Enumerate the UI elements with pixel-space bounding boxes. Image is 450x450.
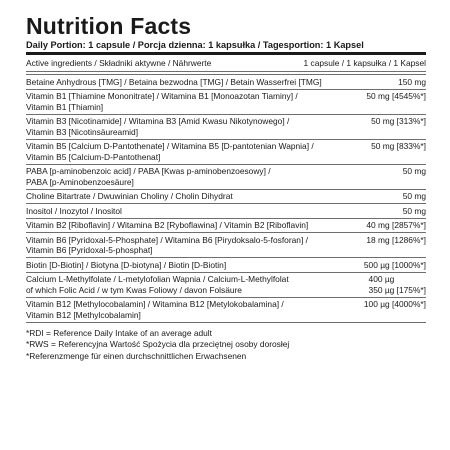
table-row xyxy=(26,233,426,258)
ingredient-amount: 50 mg [833%*] xyxy=(371,141,426,151)
ingredient-name: Vitamin B5 [Calcium D-Pantothenate] / Witamina B5 [D-pantotenian Wapnia] / Vitamin B5 [Calcium-D-Pantothenat] xyxy=(26,141,314,162)
ingredient-name: Vitamin B12 [Methylocobalamin] / Witamina B12 [Metylokobalamina] / Vitamin B12 [Methylcobalamin] xyxy=(26,299,284,320)
table-row xyxy=(26,74,426,90)
ingredient-name: Vitamin B1 [Thiamine Mononitrate] / Witamina B1 [Monoazotan Tiaminy] / Vitamin B1 [Thiamin] xyxy=(26,91,298,112)
ingredient-name: Calcium L-Methylfolate / L-metylofolian Wapnia / Calcium-L-Methylfolat of which Folic Acid / w tym Kwas Foliowy / davon Folsäure xyxy=(26,274,289,295)
table-row xyxy=(26,273,426,298)
table-row xyxy=(26,258,426,273)
nutrition-facts-label xyxy=(26,14,426,362)
ingredient-name: Inositol / Inozytol / Inositol xyxy=(26,205,122,216)
ingredient-amount: 150 mg xyxy=(398,76,426,87)
ingredient-name: Vitamin B6 [Pyridoxal-5-Phosphate] / Witamina B6 [Pirydoksalo-5-fosforan] / Vitamin B6 [Pyridoxal-5-phosphat] xyxy=(26,234,308,255)
footnote-rws: *RWS = Referencyjna Wartość Spożycia dla przeciętnej osoby dorosłej xyxy=(26,339,290,349)
header-serving: 1 capsule / 1 kapsułka / 1 Kapsel xyxy=(303,58,426,68)
ingredient-name: Choline Bitartrate / Dwuwinian Choliny / Cholin Dihydrat xyxy=(26,191,233,201)
ingredient-amount: 100 µg [4000%*] xyxy=(363,299,426,309)
nutrition-table xyxy=(26,74,426,323)
daily-portion: Daily Portion: 1 capsule / Porcja dzienna: 1 kapsułka / Tagesportion: 1 Kapsel xyxy=(26,40,364,50)
ingredient-name: Vitamin B3 [Nicotinamide] / Witamina B3 [Amid Kwasu Nikotynowego] / Vitamin B3 [Nicotinsäureamid] xyxy=(26,116,290,137)
table-row xyxy=(26,90,426,115)
ingredient-amount: 40 mg [2857%*] xyxy=(366,220,426,230)
ingredient-amount: 50 mg [313%*] xyxy=(371,116,426,126)
ingredient-amount: 500 µg [1000%*] xyxy=(363,259,426,270)
ingredient-amount: 400 µg 350 µg [175%*] xyxy=(368,274,426,295)
table-header xyxy=(26,55,426,72)
ingredient-name: Betaine Anhydrous [TMG] / Betaina bezwodna [TMG] / Betain Wasserfrei [TMG] xyxy=(26,76,322,87)
ingredient-name: Biotin [D-Biotin] / Biotyna [D-biotyna] / Biotin [D-Biotin] xyxy=(26,259,227,270)
ingredient-amount: 50 mg xyxy=(402,191,426,201)
label-title: Nutrition Facts xyxy=(26,13,192,39)
table-row xyxy=(26,190,426,205)
table-row xyxy=(26,219,426,234)
table-row xyxy=(26,165,426,190)
footnotes xyxy=(26,328,426,363)
ingredient-amount: 50 mg xyxy=(402,205,426,216)
table-row xyxy=(26,115,426,140)
ingredient-amount: 50 mg xyxy=(402,166,426,176)
table-row xyxy=(26,204,426,219)
ingredient-name: PABA [p-aminobenzoic acid] / PABA [Kwas p-aminobenzoesowy] / PABA [p-Aminobenzoesäure] xyxy=(26,166,271,187)
ingredient-name: Vitamin B2 [Riboflavin] / Witamina B2 [Ryboflawina] / Vitamin B2 [Riboflavin] xyxy=(26,220,309,230)
footnote-referenzmenge: *Referenzmenge für einen durchschnittlichen Erwachsenen xyxy=(26,350,247,361)
footnote-rdi: *RDI = Reference Daily Intake of an average adult xyxy=(26,327,212,338)
header-ingredients: Active ingredients / Składniki aktywne / Nährwerte xyxy=(26,58,212,68)
table-row xyxy=(26,140,426,165)
ingredient-amount: 18 mg [1286%*] xyxy=(366,234,426,245)
ingredient-amount: 50 mg [4545%*] xyxy=(366,91,426,101)
table-row xyxy=(26,298,426,323)
